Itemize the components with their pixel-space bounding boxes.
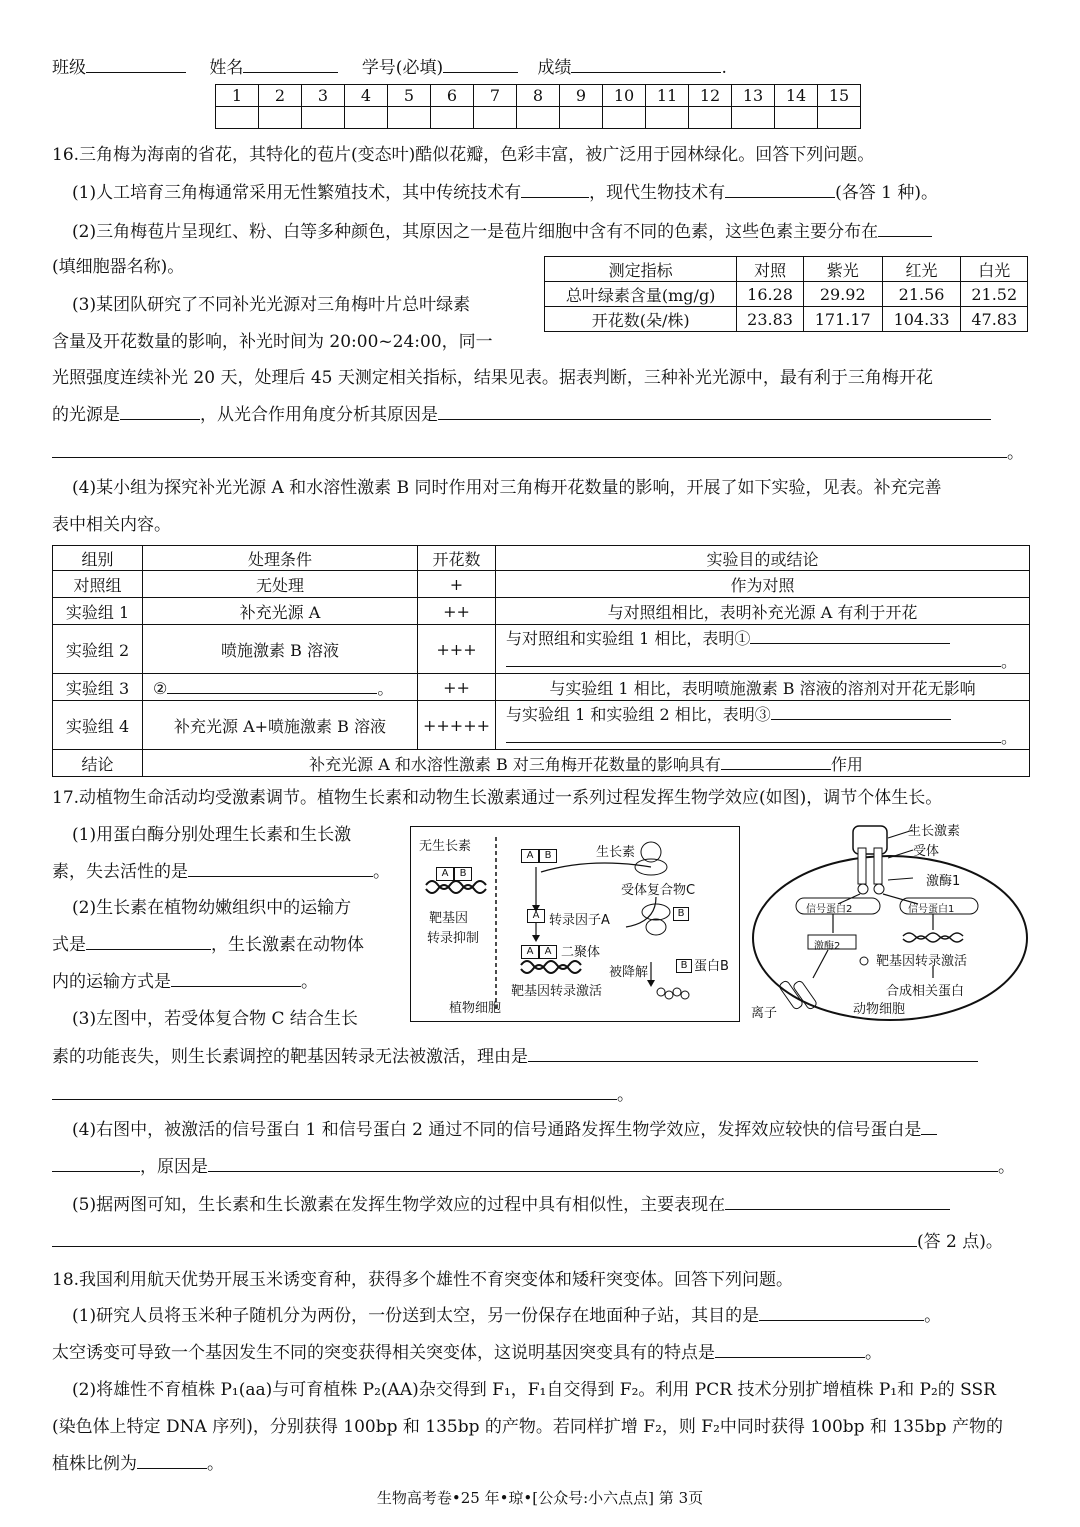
answer-number: 6 [431, 85, 474, 107]
chlorophyll-table [544, 256, 1028, 332]
q18-p2b: (染色体上特定 DNA 序列)，分别获得 100bp 和 135bp 的产物。若同样扩增 F₂，则 F₂中同时获得 100bp 和 135bp 产物的 [52, 1417, 1003, 1437]
label-signal-protein-2: 信号蛋白2 [806, 904, 853, 915]
q16-blank-traditional[interactable] [521, 180, 589, 198]
class-field[interactable] [86, 55, 186, 73]
answer-cell[interactable] [603, 107, 646, 129]
exp-r6-end: 作用 [830, 754, 863, 774]
q17-p3b: 素的功能丧失，则生长素调控的靶基因转录无法被激活，理由是 [52, 1047, 528, 1067]
box-b: B [539, 849, 557, 863]
exp-cell: 作为对照 [496, 571, 1030, 598]
q17-p2e: 。 [301, 972, 318, 992]
q17-p2c: ，生长激素在动物体 [211, 935, 364, 955]
q18-p1b: 。 [924, 1306, 942, 1326]
box-a: A [539, 945, 557, 959]
score-field[interactable] [571, 55, 721, 73]
exp-cell: +++++ [418, 701, 496, 750]
label-growth-hormone: 生长激素 [908, 824, 961, 839]
answer-cell[interactable] [689, 107, 732, 129]
header-dot: . [721, 58, 727, 78]
q18-stem: 18.我国利用航天优势开展玉米诱变育种，获得多个雄性不育突变体和矮秆突变体。回答下列问题。 [52, 1270, 794, 1290]
answer-cell[interactable] [345, 107, 388, 129]
q16-p2a: (2)三角梅苞片呈现红、粉、白等多种颜色，其原因之一是苞片细胞中含有不同的色素，这些色素主要分布在 [72, 222, 879, 242]
exp-r5-dot: 。 [1001, 728, 1018, 747]
q16-p4a: (4)某小组为探究补光光源 A 和水溶性激素 B 同时作用对三角梅开花数量的影响，开展了如下实验，见表。补充完善 [72, 478, 942, 498]
q17-blank-5b[interactable] [52, 1229, 917, 1247]
q17-p2d: 内的运输方式是 [52, 972, 171, 992]
answer-cell[interactable] [474, 107, 517, 129]
score-label: 成绩 [537, 58, 572, 78]
q17-blank-2a[interactable] [86, 932, 211, 950]
q17-blank-1[interactable] [188, 859, 373, 877]
plant-cell-diagram [410, 826, 740, 1022]
label-ion: 离子 [751, 1006, 778, 1021]
q17-p5-2 [52, 1227, 1003, 1252]
q17-p5 [72, 1190, 950, 1215]
id-field[interactable] [443, 55, 518, 73]
answer-cell[interactable] [818, 107, 861, 129]
q16-blank-reason-1[interactable] [438, 402, 991, 420]
q16-stem: 16.三角梅为海南的省花，其特化的苞片(变态叶)酷似花瓣，色彩丰富，被广泛用于园林绿化。回答下列问题。 [52, 145, 875, 165]
exp-cell: 实验组 2 [53, 625, 143, 674]
label-receptor-complex: 受体复合物C [621, 883, 696, 898]
q18-p2-3 [52, 1449, 224, 1474]
chl-table-header: 红光 [882, 257, 961, 282]
exp-cell: 实验组 1 [53, 598, 143, 625]
box-a: A [521, 849, 539, 863]
q17-p5b: (答 2 点)。 [917, 1232, 1003, 1252]
q17-p5a: (5)据两图可知，生长素和生长激素在发挥生物学效应的过程中具有相似性，主要表现在 [72, 1195, 726, 1215]
answer-number: 2 [259, 85, 302, 107]
exp-h-group: 组别 [53, 546, 143, 571]
answer-cell[interactable] [388, 107, 431, 129]
answer-number: 3 [302, 85, 345, 107]
exp-cell: 补充光源 A+喷施激素 B 溶液 [143, 701, 418, 750]
exp-cell-blank2 [143, 674, 418, 701]
name-field[interactable] [243, 55, 338, 73]
q16-blank-organelle[interactable] [878, 219, 932, 237]
box-a: A [521, 945, 539, 959]
q18-p2c: 植株比例为 [52, 1454, 137, 1474]
q17-p4b: ，原因是 [140, 1157, 208, 1177]
q17-stem: 17.动植物生命活动均受激素调节。植物生长素和动物生长激素通过一系列过程发挥生物学效应(如图)，调节个体生长。 [52, 788, 943, 808]
answer-cell[interactable] [302, 107, 345, 129]
answer-number: 1 [216, 85, 259, 107]
label-protein-b: 蛋白B [694, 959, 729, 974]
q18-blank-1b[interactable] [715, 1340, 865, 1358]
class-label: 班级 [52, 58, 86, 78]
exp-r5-text: 与实验组 1 和实验组 2 相比，表明③ [506, 705, 771, 724]
chl-table-header: 紫光 [803, 257, 882, 282]
answer-number: 12 [689, 85, 732, 107]
q16-part2 [72, 217, 932, 242]
q17-p3a: (3)左图中，若受体复合物 C 结合生长 [72, 1009, 358, 1029]
exp-cell: 无处理 [143, 571, 418, 598]
id-label: 学号(必填) [361, 58, 444, 78]
answer-number: 4 [345, 85, 388, 107]
q18-p1c: 太空诱变可导致一个基因发生不同的突变获得相关突变体，这说明基因突变具有的特点是 [52, 1343, 715, 1363]
box-b: B [673, 907, 689, 921]
exp-cell: 结论 [53, 750, 143, 777]
chl-table-cell: 47.83 [961, 307, 1028, 332]
q18-p1a: (1)研究人员将玉米种子随机分为两份，一份送到太空，另一份保存在地面种子站，其目的是 [72, 1306, 760, 1326]
q16-p3f: 。 [1007, 443, 1024, 463]
exp-cell-blank1 [496, 625, 1030, 674]
label-plant-cell: 植物细胞 [449, 1001, 502, 1016]
answer-number: 13 [732, 85, 775, 107]
chl-table-cell: 104.33 [882, 307, 961, 332]
label-no-auxin: 无生长素 [419, 839, 472, 854]
label-receptor: 受体 [913, 844, 940, 859]
box-b: B [454, 867, 472, 881]
answer-number: 14 [775, 85, 818, 107]
q17-p1c: 。 [373, 862, 390, 882]
answer-cell[interactable] [775, 107, 818, 129]
answer-cell[interactable] [216, 107, 259, 129]
page-footer: 生物高考卷•25 年•琼•[公众号:小六点点] 第 3页 [376, 1489, 704, 1507]
q17-p4a: (4)右图中，被激活的信号蛋白 1 和信号蛋白 2 通过不同的信号通路发挥生物学效应，发挥效应较快的信号蛋白是 [72, 1120, 922, 1140]
q17-blank-4a[interactable] [921, 1117, 937, 1135]
answer-number: 9 [560, 85, 603, 107]
label-kinase2: 激酶2 [814, 941, 841, 952]
q17-p2-2 [52, 967, 318, 992]
answer-number: 7 [474, 85, 517, 107]
exp-blank-3b[interactable] [506, 725, 1001, 743]
animal-cell-diagram [748, 818, 1038, 1028]
label-animal-cell: 动物细胞 [853, 1002, 906, 1017]
label-kinase1: 激酶1 [926, 874, 961, 889]
student-info-line [52, 53, 727, 78]
chl-table-header: 白光 [961, 257, 1028, 282]
exp-h-treatment: 处理条件 [143, 546, 418, 571]
exp-r4-dot: 。 [377, 678, 394, 698]
q17-blank-3b[interactable] [52, 1082, 617, 1100]
q16-blank-modern[interactable] [725, 180, 835, 198]
q16-p4b: 表中相关内容。 [52, 515, 171, 535]
q16-p3b: 含量及开花数量的影响，补光时间为 20:00~24:00，同一 [52, 332, 493, 352]
q17-blank-5a[interactable] [725, 1192, 950, 1210]
answer-cell[interactable] [646, 107, 689, 129]
q17-p1a: (1)用蛋白酶分别处理生长素和生长激 [72, 825, 352, 845]
q17-p4-2 [52, 1152, 1015, 1177]
q18-p2d: 。 [207, 1454, 224, 1474]
name-label: 姓名 [209, 58, 244, 78]
exp-r4-mark: ② [153, 678, 168, 698]
answer-cell[interactable] [732, 107, 775, 129]
exp-cell: + [418, 571, 496, 598]
label-target-activated: 靶基因转录激活 [511, 984, 603, 999]
q16-p1c: (各答 1 种)。 [835, 183, 938, 203]
q17-blank-4b[interactable] [52, 1154, 140, 1172]
exp-cell: 对照组 [53, 571, 143, 598]
exp-cell: 与实验组 1 相比，表明喷施激素 B 溶液的溶剂对开花无影响 [496, 674, 1030, 701]
exp-cell: 实验组 3 [53, 674, 143, 701]
q16-p2b: (填细胞器名称)。 [52, 257, 185, 277]
answer-number: 8 [517, 85, 560, 107]
q17-p3c: 。 [617, 1085, 634, 1105]
label-tf-a: 转录因子A [549, 913, 610, 928]
label-synth-protein: 合成相关蛋白 [886, 984, 965, 999]
exp-r6-text: 补充光源 A 和水溶性激素 B 对三角梅开花数量的影响具有 [309, 754, 721, 774]
answer-number: 15 [818, 85, 861, 107]
q17-p3 [52, 1042, 978, 1067]
exp-blank-1[interactable] [750, 626, 950, 644]
q18-p1 [72, 1301, 941, 1326]
exp-cell-blank3 [496, 701, 1030, 750]
q16-blank-light[interactable] [120, 402, 200, 420]
q16-p3a: (3)某团队研究了不同补光光源对三角梅叶片总叶绿素 [72, 295, 471, 315]
q17-p4 [72, 1115, 937, 1140]
label-right-activated: 靶基因转录激活 [876, 954, 968, 969]
label-dimer: 二聚体 [561, 945, 601, 960]
answer-cell[interactable] [560, 107, 603, 129]
box-b: B [676, 959, 692, 973]
chl-table-cell: 16.28 [737, 282, 803, 307]
box-a: A [527, 909, 545, 923]
q16-p1b: ，现代生物技术有 [589, 183, 726, 203]
answer-cell[interactable] [259, 107, 302, 129]
box-a: A [436, 867, 454, 881]
q17-p1 [52, 857, 390, 882]
exp-cell: 实验组 4 [53, 701, 143, 750]
chl-table-cell: 开花数(朵/株) [545, 307, 737, 332]
exp-h-conclusion: 实验目的或结论 [496, 546, 1030, 571]
label-transcription-repressed: 转录抑制 [427, 931, 480, 946]
exp-r3-dot: 。 [1001, 652, 1018, 671]
chl-table-cell: 21.52 [961, 282, 1028, 307]
q16-blank-reason-2[interactable] [52, 440, 1007, 458]
q16-p3e: ，从光合作用角度分析其原因是 [200, 405, 438, 425]
q17-p4c: 。 [998, 1157, 1015, 1177]
chl-table-cell: 总叶绿素含量(mg/g) [545, 282, 737, 307]
exp-conclusion-cell [143, 750, 1030, 777]
q18-blank-2[interactable] [137, 1451, 207, 1469]
exp-blank-1b[interactable] [506, 649, 1001, 667]
answer-cell[interactable] [517, 107, 560, 129]
exp-r3-text: 与对照组和实验组 1 相比，表明① [506, 629, 751, 648]
q16-part1 [72, 178, 938, 203]
experiment-table [52, 545, 1030, 777]
answer-number: 10 [603, 85, 646, 107]
q16-p1a: (1)人工培育三角梅通常采用无性繁殖技术，其中传统技术有 [72, 183, 522, 203]
q18-p1-2 [52, 1338, 882, 1363]
exp-cell: 补充光源 A [143, 598, 418, 625]
answer-grid [215, 84, 861, 129]
q17-p3-2 [52, 1080, 634, 1105]
chl-table-header: 对照 [737, 257, 803, 282]
q17-p2b: 式是 [52, 935, 86, 955]
exp-cell: ++ [418, 674, 496, 701]
q17-blank-2b[interactable] [171, 969, 301, 987]
exp-blank-3[interactable] [771, 702, 951, 720]
label-target-gene: 靶基因 [429, 911, 469, 926]
exp-cell: +++ [418, 625, 496, 674]
q18-p1d: 。 [865, 1343, 882, 1363]
exp-cell: 喷施激素 B 溶液 [143, 625, 418, 674]
chl-table-cell: 23.83 [737, 307, 803, 332]
exp-h-flowers: 开花数 [418, 546, 496, 571]
chl-table-cell: 21.56 [882, 282, 961, 307]
label-signal-protein-1: 信号蛋白1 [908, 904, 955, 915]
answer-number: 11 [646, 85, 689, 107]
chl-table-cell: 29.92 [803, 282, 882, 307]
q18-blank-1a[interactable] [759, 1303, 924, 1321]
q18-p2a: (2)将雄性不育植株 P₁(aa)与可育植株 P₂(AA)杂交得到 F₁，F₁自交得到 F₂。利用 PCR 技术分别扩增植株 P₁和 P₂的 SSR [72, 1380, 996, 1400]
chl-table-cell: 171.17 [803, 307, 882, 332]
q17-blank-3a[interactable] [528, 1044, 978, 1062]
q17-p2 [52, 930, 364, 955]
label-auxin: 生长素 [596, 845, 636, 860]
q17-blank-4c[interactable] [208, 1154, 998, 1172]
answer-cell[interactable] [431, 107, 474, 129]
q16-p3d: 的光源是 [52, 405, 120, 425]
q17-p2a: (2)生长素在植物幼嫩组织中的运输方 [72, 898, 352, 918]
q16-p3c: 光照强度连续补光 20 天，处理后 45 天测定相关指标，结果见表。据表判断，三种补光光源中，最有利于三角梅开花 [52, 368, 933, 388]
exp-blank-2[interactable] [167, 676, 377, 694]
exp-blank-4[interactable] [721, 752, 831, 770]
q16-p3-answer-2 [52, 438, 1024, 463]
answer-number: 5 [388, 85, 431, 107]
q17-p1b: 素，失去活性的是 [52, 862, 188, 882]
exp-cell: 与对照组相比，表明补充光源 A 有利于开花 [496, 598, 1030, 625]
q16-p3-answer [52, 400, 991, 425]
chl-table-header: 测定指标 [545, 257, 737, 282]
label-degraded: 被降解 [609, 965, 649, 980]
exp-cell: ++ [418, 598, 496, 625]
